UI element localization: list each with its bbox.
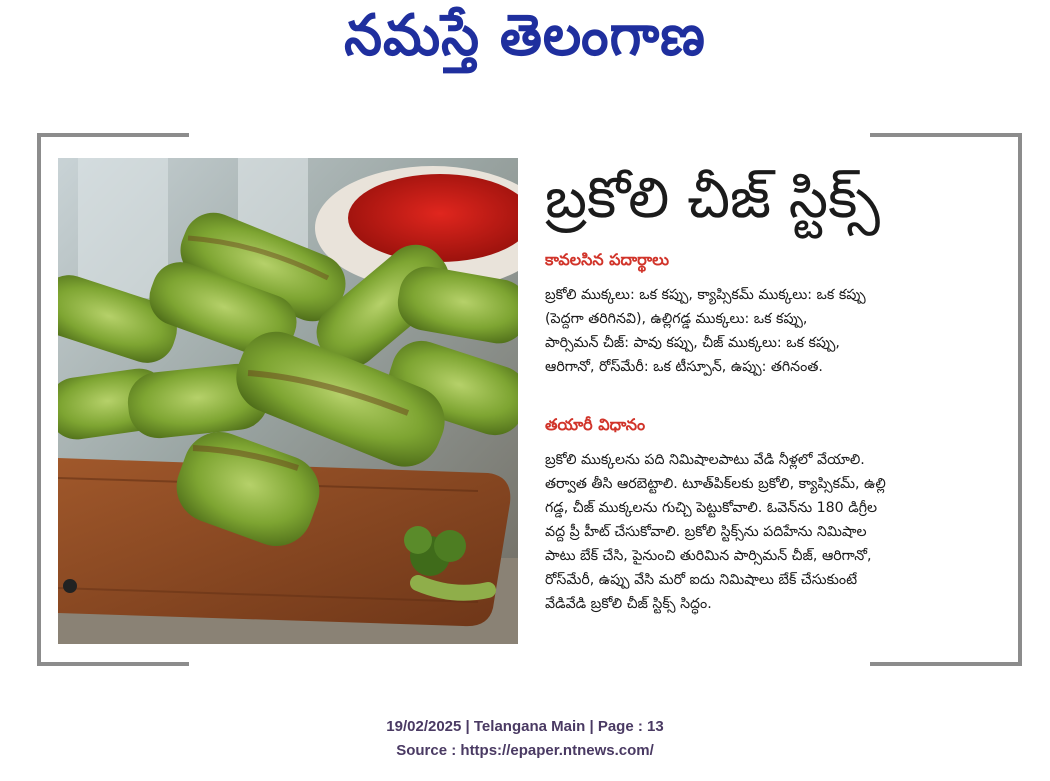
frame-right — [1018, 133, 1022, 666]
method-text — [545, 448, 985, 616]
frame-top-right — [870, 133, 1022, 137]
newspaper-masthead: నమస్తే తెలంగాణ — [344, 2, 706, 69]
broccoli-cheese-sticks-photo — [58, 158, 518, 644]
footer-edition-info: 19/02/2025 | Telangana Main | Page : 13 — [386, 718, 664, 735]
ingredients-line: ఆరిగానో, రోస్‌మేరీ: ఒక టీస్పూన్, ఉప్పు: తగినంత. — [545, 359, 823, 375]
ingredients-heading: కావలసిన పదార్థాలు — [545, 250, 670, 269]
frame-bottom-left — [37, 662, 189, 666]
frame-bottom-right — [870, 662, 1022, 666]
method-line: గడ్డ, చీజ్ ముక్కలను గుచ్చి పెట్టుకోవాలి. ఓవెన్‌ను 180 డిగ్రీల — [545, 500, 878, 516]
method-line: బ్రకోలి ముక్కలను పది నిమిషాలపాటు వేడి నీళ్లలో వేయాలి. — [545, 452, 865, 468]
method-line: తర్వాత తీసి ఆరబెట్టాలి. టూత్‌పిక్‌లకు బ్రకోలి, క్యాప్సికమ్, ఉల్లి — [545, 476, 886, 492]
ingredients-text — [545, 283, 985, 379]
ingredients-line: పార్సిమన్ చీజ్: పావు కప్పు, చీజ్ ముక్కలు: ఒక కప్పు, — [545, 335, 840, 351]
footer-source-link[interactable]: Source : https://epaper.ntnews.com/ — [396, 742, 654, 759]
frame-top-left — [37, 133, 189, 137]
recipe-title: బ్రకోలి చీజ్ స్టిక్స్ — [545, 166, 881, 231]
ingredients-line: బ్రకోలి ముక్కలు: ఒక కప్పు, క్యాప్సికమ్ ముక్కలు: ఒక కప్పు — [545, 287, 866, 303]
method-heading: తయారీ విధానం — [545, 415, 646, 434]
method-line: పాటు బేక్ చేసి, పైనుంచి తురిమిన పార్సిమన్ చీజ్, ఆరిగానో, — [545, 548, 872, 564]
method-line: వద్ద ప్రీ హీట్ చేసుకోవాలి. బ్రకోలి స్టిక్స్‌ను పదిహేను నిమిషాల — [545, 524, 867, 540]
ingredients-line: (పెద్దగా తరిగినవి), ఉల్లిగడ్డ ముక్కలు: ఒక కప్పు, — [545, 311, 808, 327]
method-line: వేడివేడి బ్రకోలి చీజ్ స్టిక్స్ సిద్ధం. — [545, 596, 712, 612]
method-line: రోస్‌మేరీ, ఉప్పు వేసి మరో ఐదు నిమిషాలు బేక్ చేసుకుంటే — [545, 572, 858, 588]
frame-left — [37, 133, 41, 666]
